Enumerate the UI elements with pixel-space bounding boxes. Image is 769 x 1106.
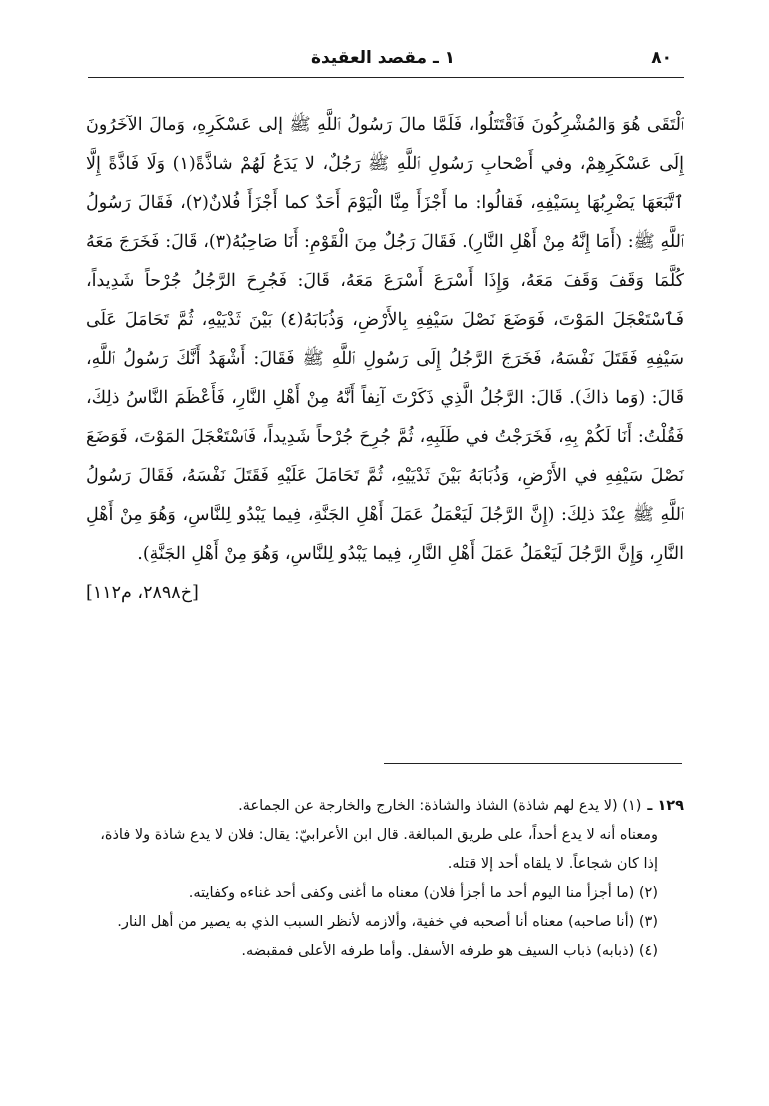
running-header: [88, 44, 678, 74]
header-divider: [88, 77, 684, 78]
hadith-number: ١٢٩ ـ: [647, 798, 684, 814]
footnote-1: (١) (لا يدع لهم شاذة) الشاذ والشاذة: الخارج والخارجة عن الجماعة.: [238, 798, 642, 814]
hadith-body: [86, 106, 684, 613]
footnotes-section: [86, 792, 684, 966]
source-citation: [خ٢٨٩٨، م١١٢]: [86, 583, 199, 603]
footnote-2: (٢) (ما أجزأ منا اليوم أحد ما أجزأ فلان) معناه ما أغنى وكفى أحد غناءه وكفايته.: [188, 885, 658, 901]
chapter-title: ١ ـ مقصد العقيدة: [310, 48, 456, 68]
footnote-4: (٤) (ذبابه) ذباب السيف هو طرفه الأسفل. وأما طرفه الأعلى فمقبضه.: [241, 943, 658, 959]
footnote-group: [86, 792, 684, 821]
footnote-3: (٣) (أنا صاحبه) معناه أنا أصحبه في خفية، وألازمه لأنظر السبب الذي به يصير من أهل النار.: [117, 914, 658, 930]
footnote-list: [86, 792, 641, 821]
hadith-text: ٱلْتَقَى هُوَ وَالمُشْرِكُونَ فَٱقْتَتَلُوا، فَلَمَّا مالَ رَسُولُ ٱللَّهِ ﷺ إلى عَسْكَرِهِ، وَمالَ الآخَرُونَ إِلَى عَسْكَرِهِمْ، وفي أَصْحابِ رَسُولِ ٱللَّهِ ﷺ رَجُلٌ، لا يَدَعُ لَهُمْ شاذَّةً(١) وَلَا فَاذَّةً إِلَّا ٱتَّبَعَهَا يَضْرِبُهَا بِسَيْفِهِ، فَقالُوا: ما أَجْزَأَ مِنَّا الْيَوْمَ أَحَدٌ كما أَجْزَأَ فُلانٌ(٢)، فَقَالَ رَسُولُ ٱللَّهِ ﷺ: (أَمَا إِنَّهُ مِنْ أَهْلِ النَّارِ). فَقَالَ رَجُلٌ مِنَ الْقَوْمِ: أَنَا صَاحِبُهُ(٣)، قَالَ: فَخَرَجَ مَعَهُ كُلَّمَا وَقَفَ وَقَفَ مَعَهُ، وَإِذَا أَسْرَعَ أَسْرَعَ مَعَهُ، قَالَ: فَجُرِحَ الرَّجُلُ جُرْحاً شَدِيداً، فَٱسْتَعْجَلَ المَوْتَ، فَوَضَعَ نَصْلَ سَيْفِهِ بِالأَرْضِ، وَذُبَابَهُ(٤) بَيْنَ ثَدْيَيْهِ، ثُمَّ تَحَامَلَ عَلَى سَيْفِهِ فَقَتَلَ نَفْسَهُ، فَخَرَجَ الرَّجُلُ إِلَى رَسُولِ ٱللَّهِ ﷺ فَقَالَ: أَشْهَدُ أَنَّكَ رَسُولُ ٱللَّهِ، قَالَ: (وَما ذاكَ). قَالَ: الرَّجُلُ الَّذِي ذَكَرْتَ آنِفاً أَنَّهُ مِنْ أَهْلِ النَّارِ، فَأَعْظَمَ النَّاسُ ذلِكَ، فَقُلْتُ: أَنَا لَكُمْ بِهِ، فَخَرَجْتُ في طَلَبِهِ، ثُمَّ جُرِحَ جُرْحاً شَدِيداً، فَٱسْتَعْجَلَ المَوْتَ، فَوَضَعَ نَصْلَ سَيْفِهِ في الأَرْضِ، وَذُبَابَهُ بَيْنَ ثَدْيَيْهِ، ثُمَّ تَحَامَلَ عَلَيْهِ فَقَتَلَ نَفْسَهُ، فَقَالَ رَسُولُ ٱللَّهِ ﷺ عِنْدَ ذلِكَ: (إِنَّ الرَّجُلَ لَيَعْمَلُ عَمَلَ أَهْلِ الجَنَّةِ، فِيما يَبْدُو لِلنَّاسِ، وَهُوَ مِنْ أَهْلِ النَّارِ، وَإِنَّ الرَّجُلَ لَيَعْمَلُ عَمَلَ أَهْلِ النَّارِ، فِيما يَبْدُو لِلنَّاسِ، وَهُوَ مِنْ أَهْلِ الجَنَّةِ).: [86, 115, 685, 564]
footnote-divider: [384, 763, 682, 764]
page-number: ٨٠: [651, 48, 672, 68]
footnote-1-explanation: ومعناه أنه لا يدع أحداً، على طريق المبالغة. قال ابن الأعرابيّ: يقال: فلان لا يدع شاذة ولا فاذة، إذا كان شجاعاً. لا يلقاه أحد إلا قتله.: [100, 827, 658, 872]
